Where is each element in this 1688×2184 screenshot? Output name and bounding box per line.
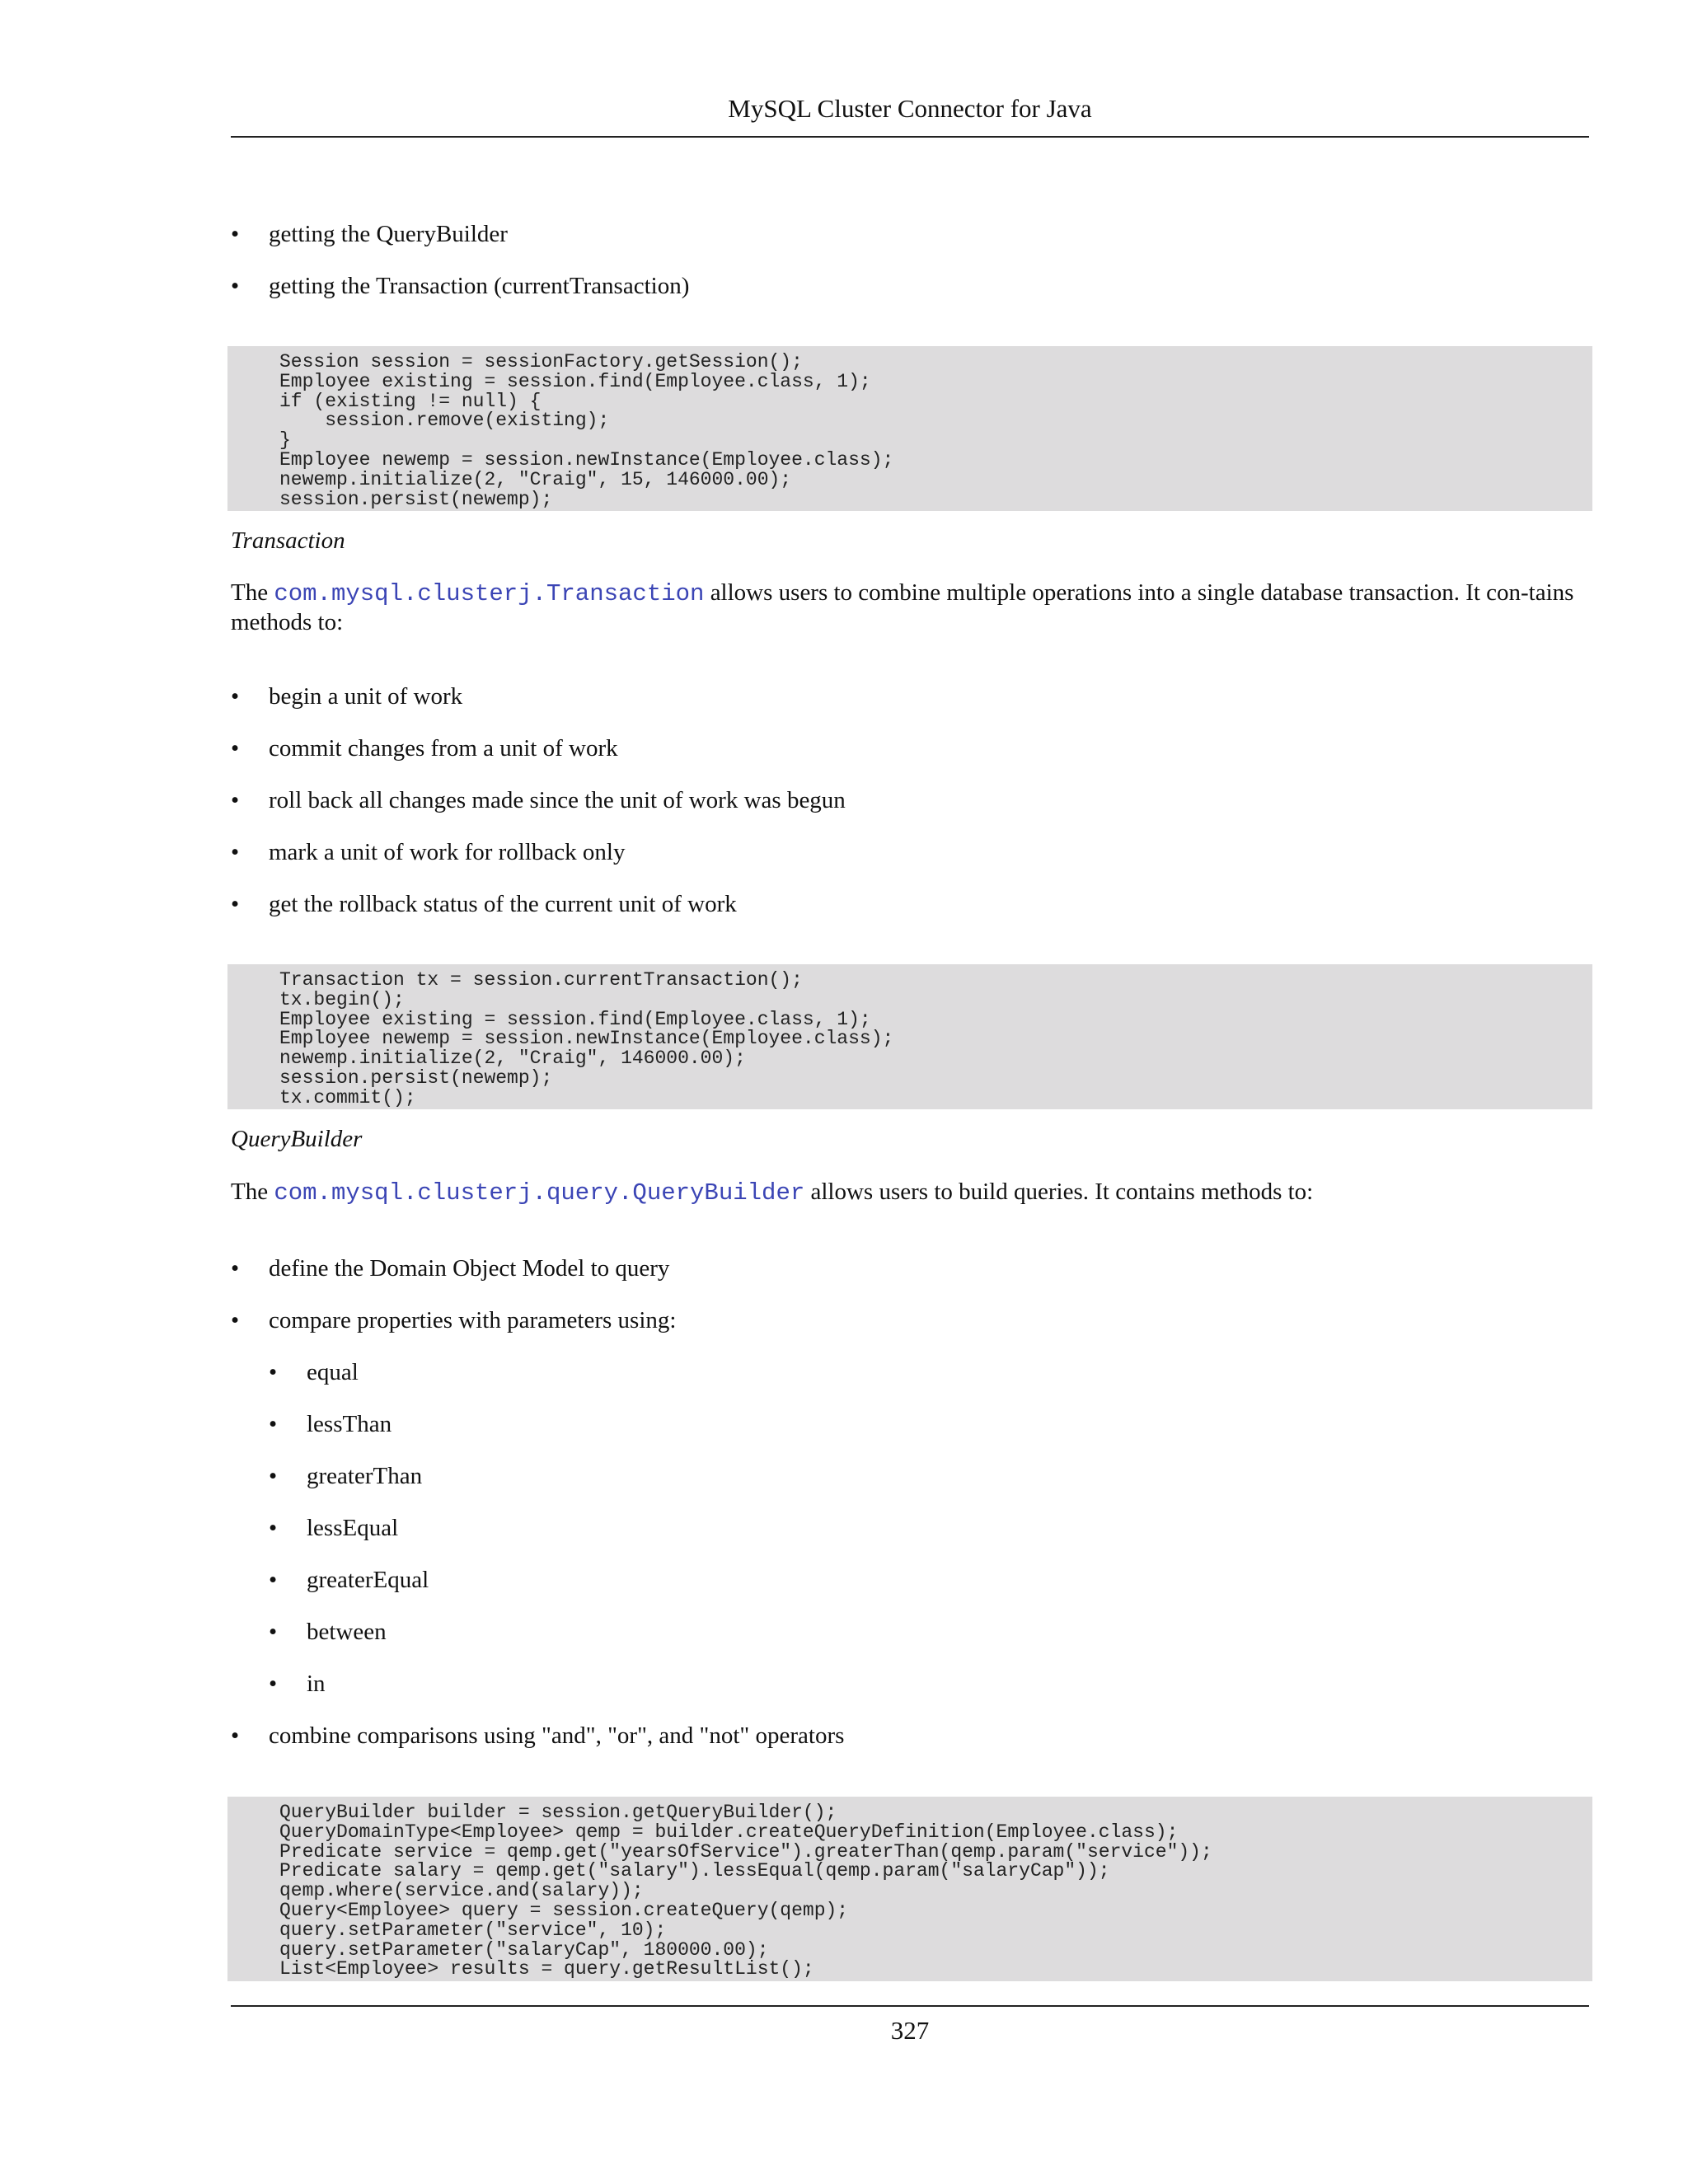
querybuilder-description: The com.mysql.clusterj.query.QueryBuilder allows users to build queries. It contains methods to: xyxy=(231,1179,1314,1207)
section-heading-transaction: Transaction xyxy=(231,527,345,554)
bullet-icon: • xyxy=(231,735,240,762)
bullet-icon: • xyxy=(269,1567,278,1593)
bullet-icon: • xyxy=(269,1411,278,1437)
code-line: } xyxy=(279,429,291,452)
bullet-icon: • xyxy=(269,1671,278,1697)
bullet-icon: • xyxy=(231,787,240,813)
code-line: tx.begin(); xyxy=(279,988,405,1010)
code-line: List<Employee> results = query.getResultList(); xyxy=(279,1958,814,1980)
code-line: newemp.initialize(2, "Craig", 15, 146000.00); xyxy=(279,468,792,490)
code-line: query.setParameter("service", 10); xyxy=(279,1919,667,1941)
code-line: QueryDomainType<Employee> qemp = builder.createQueryDefinition(Employee.class); xyxy=(279,1821,1179,1843)
page-number: 327 xyxy=(890,2016,930,2045)
code-line: Transaction tx = session.currentTransaction(); xyxy=(279,969,803,991)
code-line: Predicate salary = qemp.get("salary").lessEqual(qemp.param("salaryCap")); xyxy=(279,1860,1110,1882)
querybuilder-class-link[interactable]: com.mysql.clusterj.query.QueryBuilder xyxy=(274,1179,805,1207)
footer-rule xyxy=(231,2005,1589,2007)
code-line: session.persist(newemp); xyxy=(279,1066,553,1089)
bullet-icon: • xyxy=(269,1619,278,1645)
code-line: QueryBuilder builder = session.getQueryBuilder(); xyxy=(279,1802,837,1823)
code-block-session xyxy=(227,346,1592,511)
bullet-icon: • xyxy=(231,683,240,710)
bullet-icon: • xyxy=(269,1463,278,1489)
code-block-query xyxy=(227,1797,1592,1981)
code-line: session.persist(newemp); xyxy=(279,488,553,510)
code-line: Employee existing = session.find(Employee.class, 1); xyxy=(279,1008,871,1030)
code-line: Employee newemp = session.newInstance(Employee.class); xyxy=(279,1028,894,1050)
code-line: query.setParameter("salaryCap", 180000.00); xyxy=(279,1938,769,1961)
bullet-icon: • xyxy=(231,839,240,865)
bullet-icon: • xyxy=(231,273,240,299)
code-line: if (existing != null) { xyxy=(279,390,542,412)
code-line: Session session = sessionFactory.getSession(); xyxy=(279,351,803,373)
bullet-icon: • xyxy=(231,1307,240,1333)
header-rule xyxy=(231,136,1589,138)
transaction-description: The com.mysql.clusterj.Transaction allows users to combine multiple operations into a single database transaction. It con-tains methods to: xyxy=(231,579,1574,635)
page-header-title: MySQL Cluster Connector for Java xyxy=(728,94,1092,123)
code-line: tx.commit(); xyxy=(279,1086,416,1108)
bullet-icon: • xyxy=(269,1359,278,1385)
bullet-icon: • xyxy=(231,221,240,247)
code-block-transaction xyxy=(227,964,1592,1109)
bullet-icon: • xyxy=(231,891,240,917)
code-line: Predicate service = qemp.get("yearsOfService").greaterThan(qemp.param("service")); xyxy=(279,1840,1212,1863)
code-line: Employee existing = session.find(Employee.class, 1); xyxy=(279,370,871,392)
code-line: Query<Employee> query = session.createQuery(qemp); xyxy=(279,1899,849,1921)
code-line: Employee newemp = session.newInstance(Employee.class); xyxy=(279,448,894,471)
section-heading-querybuilder: QueryBuilder xyxy=(231,1126,363,1152)
bullet-icon: • xyxy=(231,1722,240,1749)
code-line: session.remove(existing); xyxy=(279,410,610,432)
transaction-class-link[interactable]: com.mysql.clusterj.Transaction xyxy=(274,580,705,607)
bullet-icon: • xyxy=(231,1255,240,1282)
bullet-icon: • xyxy=(269,1515,278,1541)
code-line: qemp.where(service.and(salary)); xyxy=(279,1880,644,1902)
code-line: newemp.initialize(2, "Craig", 146000.00); xyxy=(279,1047,746,1070)
